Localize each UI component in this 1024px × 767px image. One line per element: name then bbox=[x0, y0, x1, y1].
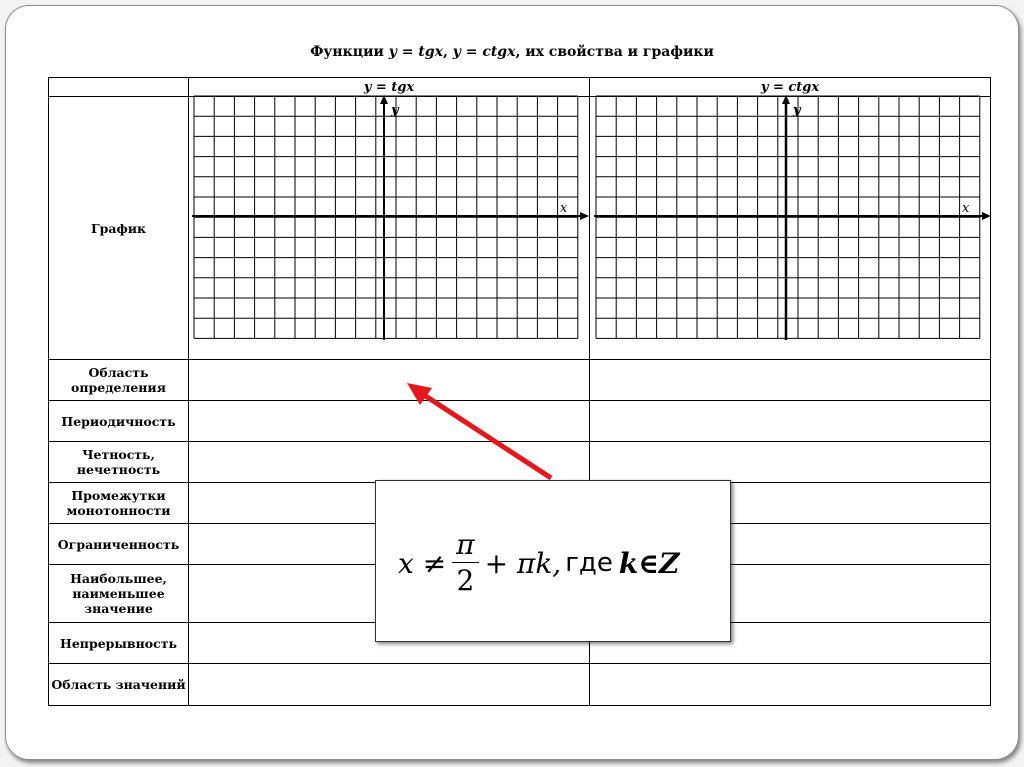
table-row bbox=[49, 401, 991, 442]
row-label-monotonicity: Промежутки монотонности bbox=[49, 483, 189, 524]
title-separator: , bbox=[442, 44, 448, 60]
row-label-periodicity: Периодичность bbox=[49, 401, 189, 442]
y-axis-label-tan: y bbox=[391, 103, 399, 118]
x-axis-arrow-tan bbox=[580, 212, 589, 220]
table-cell bbox=[189, 360, 590, 401]
col-head-cot: y = ctgx bbox=[590, 78, 991, 97]
table-row bbox=[49, 442, 991, 483]
table-cell bbox=[590, 442, 991, 483]
y-axis-label-cot: y bbox=[793, 103, 801, 118]
table-corner-cell bbox=[49, 78, 189, 97]
domain-formula bbox=[398, 523, 679, 603]
formula-fraction bbox=[452, 528, 478, 599]
row-label-graph: График bbox=[49, 97, 189, 360]
formula-rhs: + πk, bbox=[484, 546, 562, 580]
row-label-domain: Область определения bbox=[49, 360, 189, 401]
table-cell bbox=[189, 442, 590, 483]
row-label-range: Область значений bbox=[49, 664, 189, 706]
table-cell bbox=[590, 401, 991, 442]
fraction-denominator: 2 bbox=[456, 563, 475, 597]
row-label-boundedness: Ограниченность bbox=[49, 524, 189, 565]
page-title bbox=[0, 44, 1024, 60]
table-row bbox=[49, 360, 991, 401]
col-head-tan: y = tgx bbox=[189, 78, 590, 97]
title-suffix: , их свойства и графики bbox=[515, 44, 714, 60]
formula-where: где bbox=[565, 548, 613, 578]
table-cell bbox=[590, 360, 991, 401]
table-cell bbox=[189, 401, 590, 442]
x-axis-label-cot: x bbox=[962, 201, 970, 216]
x-axis-label-tan: x bbox=[560, 201, 568, 216]
grid-lines-tan bbox=[194, 96, 578, 338]
title-func-tan: y = tgx bbox=[388, 44, 443, 60]
table-row bbox=[49, 664, 991, 706]
graph-tan bbox=[192, 94, 590, 344]
formula-set: k∈Z bbox=[618, 546, 680, 580]
formula-callout bbox=[375, 480, 731, 642]
table-cell bbox=[590, 664, 991, 706]
grid-lines-cot bbox=[596, 96, 980, 338]
table-cell bbox=[189, 664, 590, 706]
x-axis-arrow-cot bbox=[982, 212, 991, 220]
row-label-parity: Четность, нечетность bbox=[49, 442, 189, 483]
fraction-numerator: π bbox=[452, 528, 478, 563]
formula-lhs: x ≠ bbox=[398, 546, 447, 580]
row-label-extrema: Наибольшее, наименьшее значение bbox=[49, 565, 189, 623]
graph-cot bbox=[594, 94, 992, 344]
title-prefix: Функции bbox=[310, 44, 384, 60]
title-func-cot: y = ctgx bbox=[452, 44, 516, 60]
row-label-continuity: Непрерывность bbox=[49, 623, 189, 664]
